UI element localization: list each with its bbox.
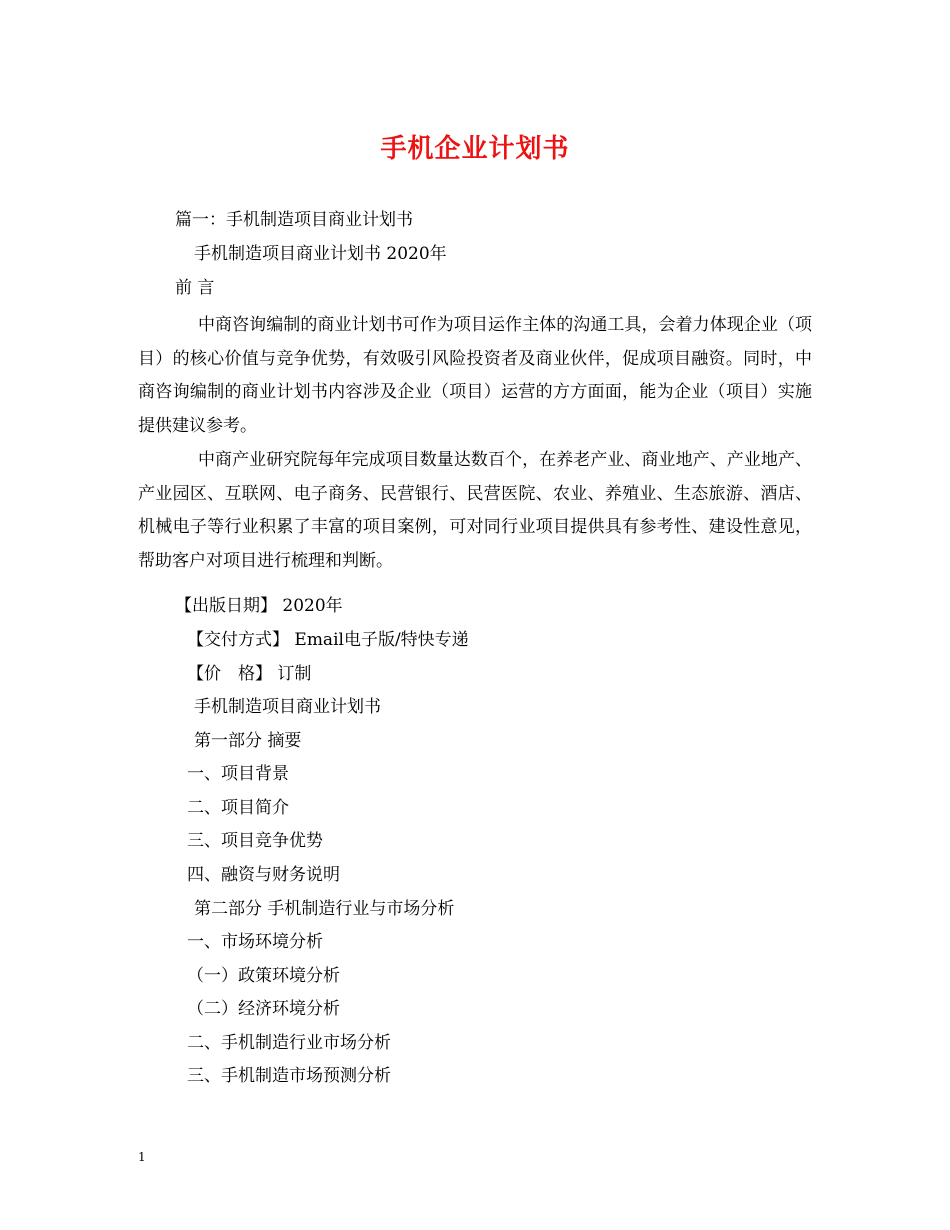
toc-item: 四、融资与财务说明 [187, 865, 340, 885]
publish-date: 【出版日期】 2020年 [175, 596, 343, 616]
toc-item: 三、手机制造市场预测分析 [187, 1066, 391, 1086]
toc-item: 一、项目背景 [187, 764, 289, 784]
toc-item: 一、市场环境分析 [187, 932, 323, 952]
document-subtitle: 手机制造项目商业计划书 2020年 [194, 244, 447, 264]
price: 【价 格】 订制 [187, 664, 312, 684]
report-name: 手机制造项目商业计划书 [194, 697, 381, 717]
preface-heading: 前 言 [175, 278, 215, 298]
part-one-heading: 第一部分 摘要 [194, 731, 302, 751]
toc-item: 二、手机制造行业市场分析 [187, 1033, 391, 1053]
part-two-heading: 第二部分 手机制造行业与市场分析 [194, 899, 455, 919]
delivery-method: 【交付方式】 Email电子版/特快专递 [187, 630, 469, 650]
page-number: 1 [138, 1150, 146, 1164]
toc-item: （二）经济环境分析 [187, 999, 340, 1019]
toc-item: 二、项目简介 [187, 798, 289, 818]
toc-item: 三、项目竞争优势 [187, 831, 323, 851]
intro-paragraph: 中商咨询编制的商业计划书可作为项目运作主体的沟通工具，会着力体现企业（项目）的核心价值与竞争优势，有效吸引风险投资者及商业伙伴，促成项目融资。同时，中商咨询编制的商业计划书内容涉及企业（项目）运营的方方面面，能为企业（项目）实施提供建议参考。 [138, 315, 812, 437]
toc-item: （一）政策环境分析 [187, 966, 340, 986]
document-title: 手机企业计划书 [380, 134, 570, 164]
section-heading: 篇一：手机制造项目商业计划书 [175, 210, 413, 230]
company-paragraph: 中商产业研究院每年完成项目数量达数百个，在养老产业、商业地产、产业地产、产业园区、互联网、电子商务、民营银行、民营医院、农业、养殖业、生态旅游、酒店、机械电子等行业积累了丰富的项目案例，可对同行业项目提供具有参考性、建设性意见，帮助客户对项目进行梳理和判断。 [138, 450, 812, 572]
